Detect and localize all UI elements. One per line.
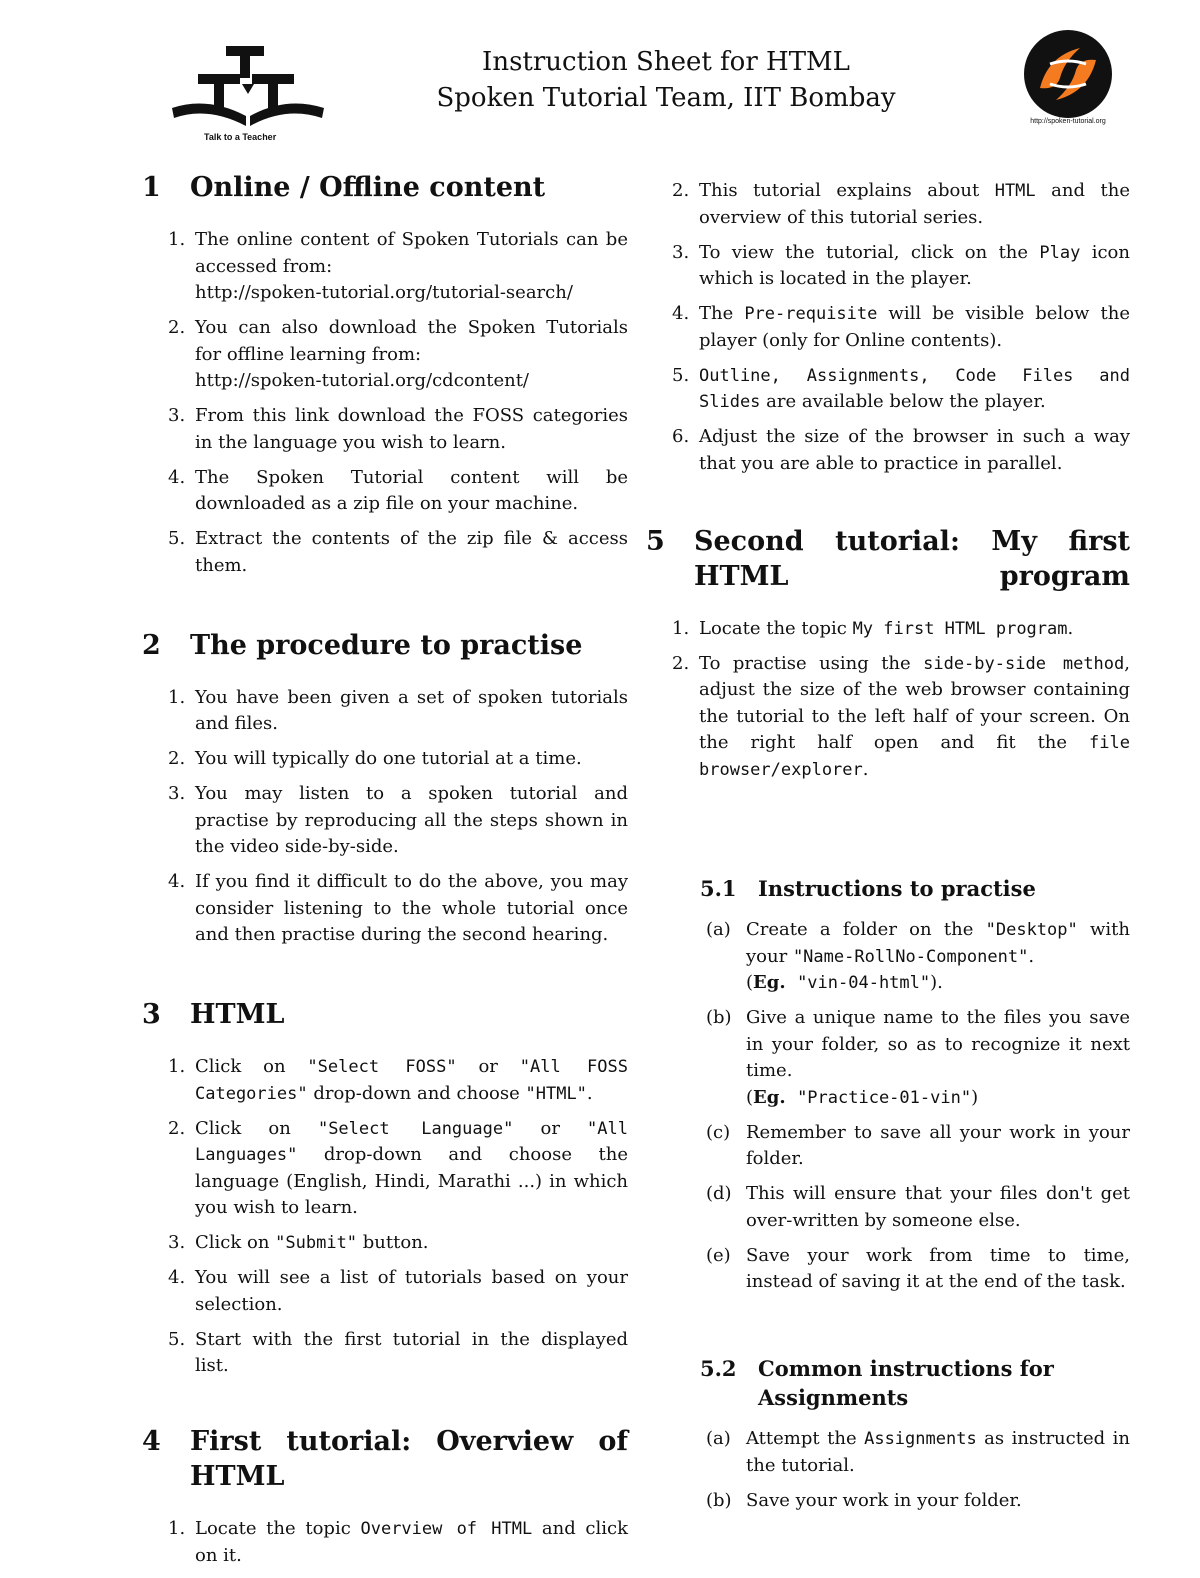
topic-name: Overview of HTML — [360, 1519, 533, 1539]
item-text: Click on — [195, 1232, 276, 1253]
tutorial-search-link[interactable]: http://spoken-tutorial.org/tutorial-search/ — [195, 282, 573, 303]
item-marker: 6. — [672, 426, 690, 447]
section-title: Second tutorial: My first HTML program — [694, 525, 1130, 592]
list-item — [142, 315, 628, 395]
subsection-number: 5.1 — [700, 876, 737, 901]
item-text: You can also download the Spoken Tutorials for offline learning from: — [195, 317, 628, 365]
prerequisite-label: Pre-requisite — [744, 304, 878, 324]
example-folder-name: "vin-04-html" — [797, 973, 931, 993]
item-marker: (b) — [706, 1489, 732, 1511]
assignments-term: Assignments — [864, 1429, 977, 1449]
item-marker: (c) — [706, 1121, 731, 1143]
item-text: button. — [357, 1232, 429, 1253]
list-item — [646, 240, 1130, 293]
item-marker: (e) — [706, 1244, 731, 1266]
list-item — [142, 1054, 628, 1107]
item-marker: 4. — [168, 1267, 186, 1288]
item-text: or — [456, 1056, 520, 1077]
list-item — [646, 301, 1130, 354]
section-number: 4 — [142, 1426, 161, 1457]
list-item — [142, 403, 628, 456]
section-1-heading — [142, 170, 628, 205]
section-1-list — [142, 227, 628, 579]
list-item — [142, 1516, 628, 1569]
section-title: Online / Offline content — [190, 172, 546, 203]
spoken-tutorial-logo — [1020, 28, 1120, 132]
item-text: You will typically do one tutorial at a time. — [195, 748, 582, 769]
item-text: . — [862, 758, 869, 780]
item-text: icon which is located in the player. — [699, 241, 1130, 289]
item-marker: 2. — [168, 317, 186, 338]
list-item — [700, 1243, 1130, 1296]
subsection-5-1-heading — [700, 874, 1130, 903]
item-marker: 2. — [672, 652, 690, 674]
item-marker: 1. — [168, 1056, 186, 1077]
item-text: You may listen to a spoken tutorial and practise by reproducing all the steps shown in the video side-by-side. — [195, 783, 628, 857]
item-text: . — [1067, 617, 1074, 639]
cdcontent-link[interactable]: http://spoken-tutorial.org/cdcontent/ — [195, 370, 529, 391]
html-term: HTML — [994, 181, 1036, 201]
select-language-option: "Select Language" — [317, 1118, 514, 1139]
sheet-subtitle: Spoken Tutorial Team, IIT Bombay — [436, 83, 896, 113]
item-text: . — [586, 1082, 593, 1104]
list-item — [646, 363, 1130, 416]
item-text: From this link download the FOSS categories in the language you wish to learn. — [195, 405, 628, 453]
section-2-heading — [142, 628, 628, 663]
play-icon-label: Play — [1039, 242, 1081, 263]
item-marker: 1. — [168, 686, 186, 708]
section-2-list — [142, 685, 628, 949]
item-text: Attempt the — [746, 1428, 865, 1449]
item-marker: 5. — [672, 364, 690, 386]
example-file-name: "Practice-01-vin" — [797, 1087, 972, 1108]
section-title: The procedure to practise — [190, 629, 583, 661]
list-item — [646, 424, 1130, 477]
list-item — [142, 685, 628, 738]
resources-label: Outline, Assignments, Code Files and Slides — [699, 365, 1130, 412]
item-text: ) — [971, 1086, 979, 1108]
item-text: Adjust the size of the browser in such a way that you are able to practice in parallel. — [699, 426, 1130, 474]
item-marker: 2. — [168, 748, 186, 769]
item-text: Start with the first tutorial in the displayed list. — [195, 1328, 628, 1376]
right-column — [646, 178, 1130, 792]
list-item — [646, 616, 1130, 643]
section-3-list — [142, 1054, 628, 1380]
item-text: Click on — [195, 1056, 308, 1077]
section-4-list-part-2 — [646, 178, 1130, 477]
sheet-title: Instruction Sheet for HTML — [482, 47, 850, 77]
item-marker: 2. — [672, 180, 690, 201]
item-text: You will see a list of tutorials based on your selection. — [195, 1267, 628, 1315]
item-text: Locate the topic — [699, 617, 853, 639]
item-marker: 2. — [168, 1117, 186, 1139]
subsections-column — [700, 874, 1130, 1523]
list-item — [142, 227, 628, 307]
list-item — [142, 465, 628, 518]
item-marker: (a) — [706, 1428, 731, 1449]
item-marker: 3. — [168, 783, 186, 804]
item-text: The — [699, 303, 745, 324]
list-item — [142, 1327, 628, 1380]
list-item — [142, 781, 628, 861]
section-5-heading — [646, 524, 1130, 594]
list-item — [646, 178, 1130, 231]
item-marker: 4. — [672, 303, 690, 324]
list-item — [142, 1116, 628, 1222]
item-text: Save your work in your folder. — [746, 1489, 1022, 1511]
list-item — [700, 1426, 1130, 1479]
item-marker: 1. — [168, 229, 186, 250]
all-languages-option: "All Languages" — [195, 1118, 628, 1165]
item-marker: 4. — [168, 871, 186, 892]
list-item: (a) Create a folder on the "Desktop" with your "Name-RollNo-Component". (Eg. "vin-04-html"). — [706, 919, 1130, 993]
item-text: , adjust the size of the web browser containing the tutorial to the left half of your screen. On the right half open and fit the — [699, 652, 1130, 753]
folder-name-pattern: "Name-RollNo-Component" — [792, 946, 1029, 967]
item-marker: (d) — [706, 1183, 732, 1204]
item-text: This tutorial explains about — [699, 180, 995, 201]
file-browser-term: file browser/explorer — [699, 733, 1130, 780]
subsection-number: 5.2 — [700, 1356, 737, 1381]
list-item — [700, 1181, 1130, 1234]
html-option: "HTML" — [525, 1083, 587, 1104]
logo-caption-right: http://spoken-tutorial.org — [1030, 118, 1106, 125]
list-item — [700, 1488, 1130, 1515]
list-item — [142, 1265, 628, 1318]
item-text: Click on — [195, 1117, 318, 1139]
section-4-list-part-1 — [142, 1516, 628, 1569]
list-item: (b) Give a unique name to the files you save in your folder, so as to recognize it next time. (Eg. "Practice-01-vin") — [706, 1007, 1130, 1108]
side-by-side-term: side-by-side method — [923, 653, 1125, 674]
section-number: 2 — [142, 629, 161, 661]
item-text: The Spoken Tutorial content will be downloaded as a zip file on your machine. — [195, 466, 628, 514]
select-foss-option: "Select FOSS" — [307, 1057, 457, 1077]
section-title: First tutorial: Overview of HTML — [190, 1426, 628, 1492]
item-text: Locate the topic — [195, 1518, 361, 1539]
left-column — [142, 170, 628, 1578]
logo-caption-left: Talk to a Teacher — [204, 132, 277, 142]
section-title: HTML — [190, 999, 285, 1030]
section-number: 1 — [142, 172, 161, 203]
item-text: as instructed in the tutorial. — [746, 1428, 1130, 1476]
example-label: Eg. — [753, 972, 786, 993]
item-text: and click on it. — [195, 1518, 629, 1566]
subsection-title: Instructions to practise — [758, 876, 1036, 901]
item-marker: 3. — [168, 1232, 186, 1253]
item-marker: 3. — [168, 405, 186, 426]
list-item — [700, 1120, 1130, 1173]
subsection-title: Common instructions for Assignments — [758, 1356, 1054, 1410]
item-marker: 1. — [168, 1518, 186, 1539]
item-text: To practise using the — [699, 652, 924, 674]
section-number: 3 — [142, 999, 161, 1030]
item-marker: 5. — [168, 1328, 186, 1350]
section-4-heading — [142, 1424, 628, 1494]
topic-name: My first HTML program — [852, 618, 1068, 639]
section-number: 5 — [646, 525, 665, 557]
list-item — [142, 746, 628, 773]
item-text: with your — [746, 919, 1130, 967]
desktop-term: "Desktop" — [985, 920, 1078, 940]
item-text: Save your work from time to time, instead of saving it at the end of the task. — [746, 1244, 1130, 1292]
all-foss-categories-option: "All FOSS Categories" — [195, 1057, 628, 1104]
subsection-5-2-list — [700, 1426, 1130, 1514]
item-text: Remember to save all your work in your folder. — [746, 1121, 1130, 1169]
item-text: The online content of Spoken Tutorials can be accessed from: — [195, 229, 628, 277]
item-text: . — [1028, 945, 1035, 967]
item-marker: 1. — [672, 617, 690, 639]
item-text: Create a folder on the — [746, 919, 986, 940]
section-5-list — [646, 616, 1130, 784]
item-text: drop-down and choose the language (English, Hindi, Marathi ...) in which you wish to learn. — [195, 1144, 628, 1218]
talk-to-a-teacher-logo — [168, 44, 328, 148]
page-header — [330, 44, 1002, 116]
list-item — [646, 651, 1130, 784]
list-item — [142, 869, 628, 949]
item-marker: (a) — [706, 919, 731, 940]
item-text: You have been given a set of spoken tutorials and files. — [195, 686, 628, 734]
spoken-tutorial-globe-icon — [1020, 28, 1120, 120]
item-text: or — [513, 1117, 588, 1139]
item-text: If you find it difficult to do the above, you may consider listening to the whole tutorial once and then practise during the second hearing. — [195, 871, 628, 945]
item-text: ). — [930, 972, 943, 993]
subsection-5-2-heading — [700, 1354, 1130, 1412]
item-text: and the overview of this tutorial series. — [699, 180, 1130, 228]
item-marker: 3. — [672, 241, 690, 263]
section-3-heading — [142, 997, 628, 1032]
submit-label: "Submit" — [275, 1233, 358, 1253]
item-text: drop-down and choose — [307, 1082, 526, 1104]
item-marker: 4. — [168, 466, 186, 488]
example-label: Eg. — [753, 1086, 786, 1108]
item-marker: (b) — [706, 1007, 732, 1028]
list-item — [142, 1230, 628, 1257]
item-text: To view the tutorial, click on the — [699, 241, 1040, 263]
item-text: Give a unique name to the files you save in your folder, so as to recognize it next time. — [746, 1007, 1130, 1081]
item-text: This will ensure that your files don't get over-written by someone else. — [746, 1183, 1130, 1231]
subsection-5-1-list — [700, 917, 1130, 1296]
item-marker: 5. — [168, 528, 186, 549]
item-text: Extract the contents of the zip file & access them. — [195, 528, 628, 576]
item-text: are available below the player. — [760, 391, 1046, 412]
list-item — [142, 526, 628, 579]
item-text: will be visible below the player (only for Online contents). — [699, 303, 1130, 351]
